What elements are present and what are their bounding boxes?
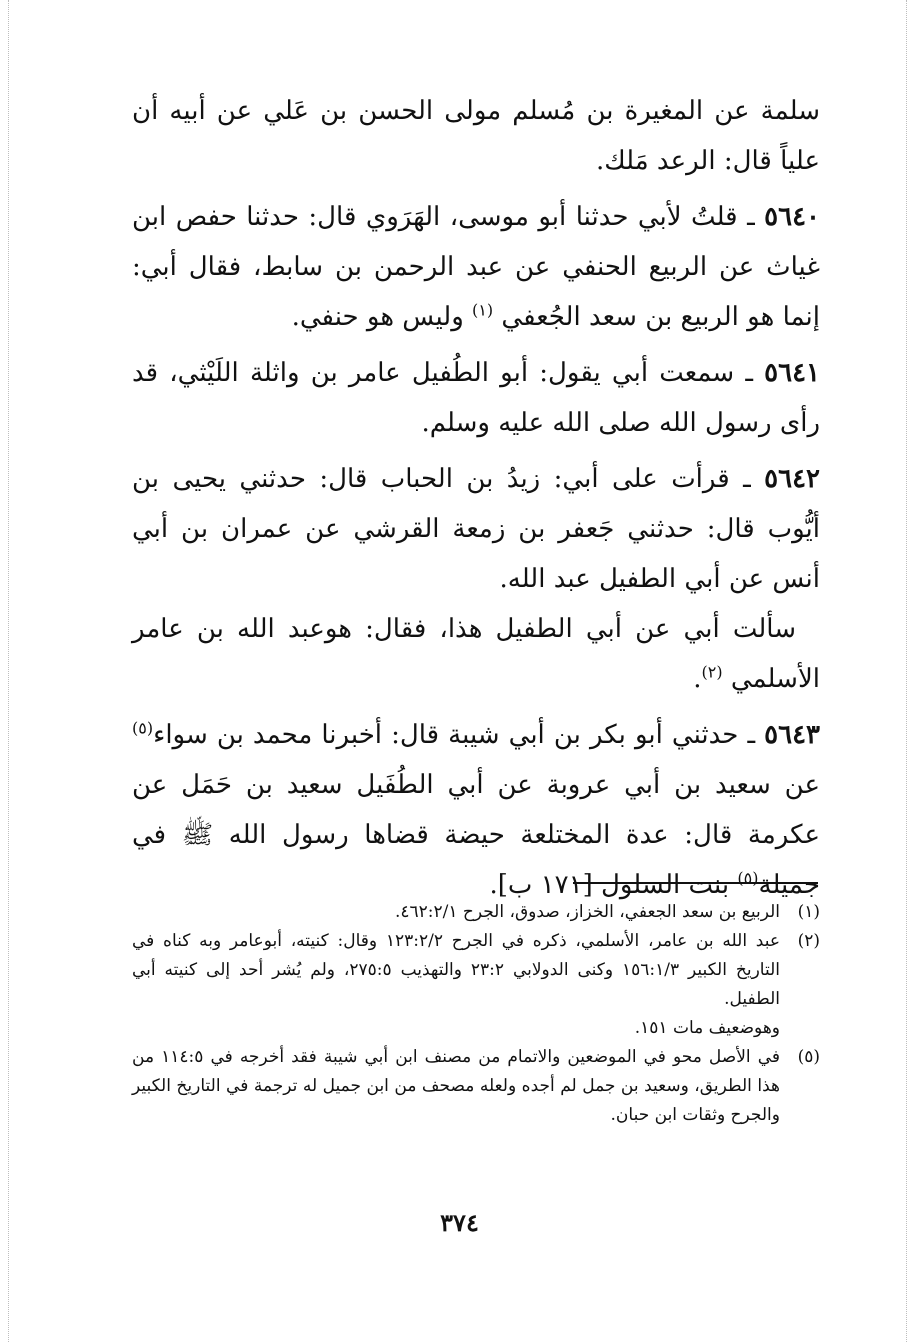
footnotes: [132, 898, 820, 1130]
scan-guide-right: [906, 0, 907, 1342]
footnote-mark: (١): [797, 902, 820, 922]
entry-number: ٥٦٤٢: [764, 464, 821, 494]
footnote-2-continuation: وهوضعيف مات ١٥١.: [634, 1018, 780, 1038]
entry-number: ٥٦٤٣: [764, 720, 821, 750]
entry-number: ٥٦٤١: [764, 358, 821, 388]
entry-text-middle: عن سعيد بن أبي عروبة عن أبي الطُفَيل سعيد بن حَمَل عن عكرمة قال: عدة المختلعة حيضة قضاها رسول الله ﷺ في جميلة: [132, 770, 820, 900]
entry-text: ـ قلتُ لأبي حدثنا أبو موسى، الهَرَوي قال: حدثنا حفص ابن غياث عن الربيع الحنفي عن عبد الرحمن بن سابط، فقال أبي: إنما هو الربيع بن سعد الجُعفي: [132, 202, 820, 332]
entry-text: ـ قرأت على أبي: زيدُ بن الحباب قال: حدثني يحيى بن أيُّوب قال: حدثني جَعفر بن زمعة القرشي عن عمران بن أبي أنس عن أبي الطفيل عبد الله.: [132, 464, 820, 594]
entry-5642: [132, 454, 820, 604]
entry-5641: [132, 348, 820, 448]
scan-guide-left: [8, 0, 9, 1342]
footnote-1: [132, 898, 820, 927]
footnote-5: [132, 1043, 820, 1130]
entry-text: ـ سمعت أبي يقول: أبو الطُفيل عامر بن واثلة اللَيْثي، قد رأى رسول الله صلى الله عليه وسلم.: [132, 358, 820, 438]
footnote-mark: (٥): [797, 1047, 820, 1067]
footnote-2: [132, 927, 820, 1014]
footnote-ref: (٥): [132, 718, 154, 738]
entry-5640: [132, 192, 820, 342]
entry-text-end: بنت السلول [١٧١ ب].: [489, 870, 730, 900]
footnote-ref: (٥): [737, 868, 759, 888]
question-text: سألت أبي عن أبي الطفيل هذا، فقال: هوعبد الله بن عامر الأسلمي: [132, 614, 820, 694]
paragraph-intro: [132, 86, 820, 186]
footnote-ref: (١): [472, 300, 494, 320]
paragraph-text: سلمة عن المغيرة بن مُسلم مولى الحسن بن عَلي عن أبيه أن علياً قال: الرعد مَلك.: [132, 96, 820, 176]
entry-text-end: وليس هو حنفي.: [291, 302, 464, 332]
footnote-mark: (٢): [797, 931, 820, 951]
footnote-ref: (٢): [701, 662, 723, 682]
main-text: [132, 86, 820, 910]
entry-number: ٥٦٤٠: [764, 202, 820, 232]
entry-text: ـ حدثني أبو بكر بن أبي شيبة قال: أخبرنا محمد بن سواء: [153, 720, 756, 750]
footnote-text: عبد الله بن عامر، الأسلمي، ذكره في الجرح ١٢٣:٢/٢ وقال: كنيته، أبوعامر وبه كناه في التاريخ الكبير ١٥٦:١/٣ وكنى الدولابي ٢٣:٢ والتهذيب ٢٧٥:٥، ولم يُشر أحد إلى كنيته أبي الطفيل.: [132, 931, 780, 1009]
page-number: ٣٧٤: [440, 1208, 479, 1237]
entry-5643: [132, 710, 820, 910]
question-paragraph: [132, 604, 820, 704]
footnote-divider: [573, 882, 818, 884]
question-end: .: [693, 664, 702, 694]
footnote-text: الربيع بن سعد الجعفي، الخزاز، صدوق، الجرح ٤٦٢:٢/١.: [394, 902, 780, 922]
footnote-text: في الأصل محو في الموضعين والاتمام من مصنف ابن أبي شيبة فقد أخرجه في ١١٤:٥ من هذا الطريق، وسعيد بن جمل لم أجده ولعله مصحف من ابن جميل له ترجمة في التاريخ الكبير والجرح وثقات ابن حبان.: [132, 1047, 781, 1125]
